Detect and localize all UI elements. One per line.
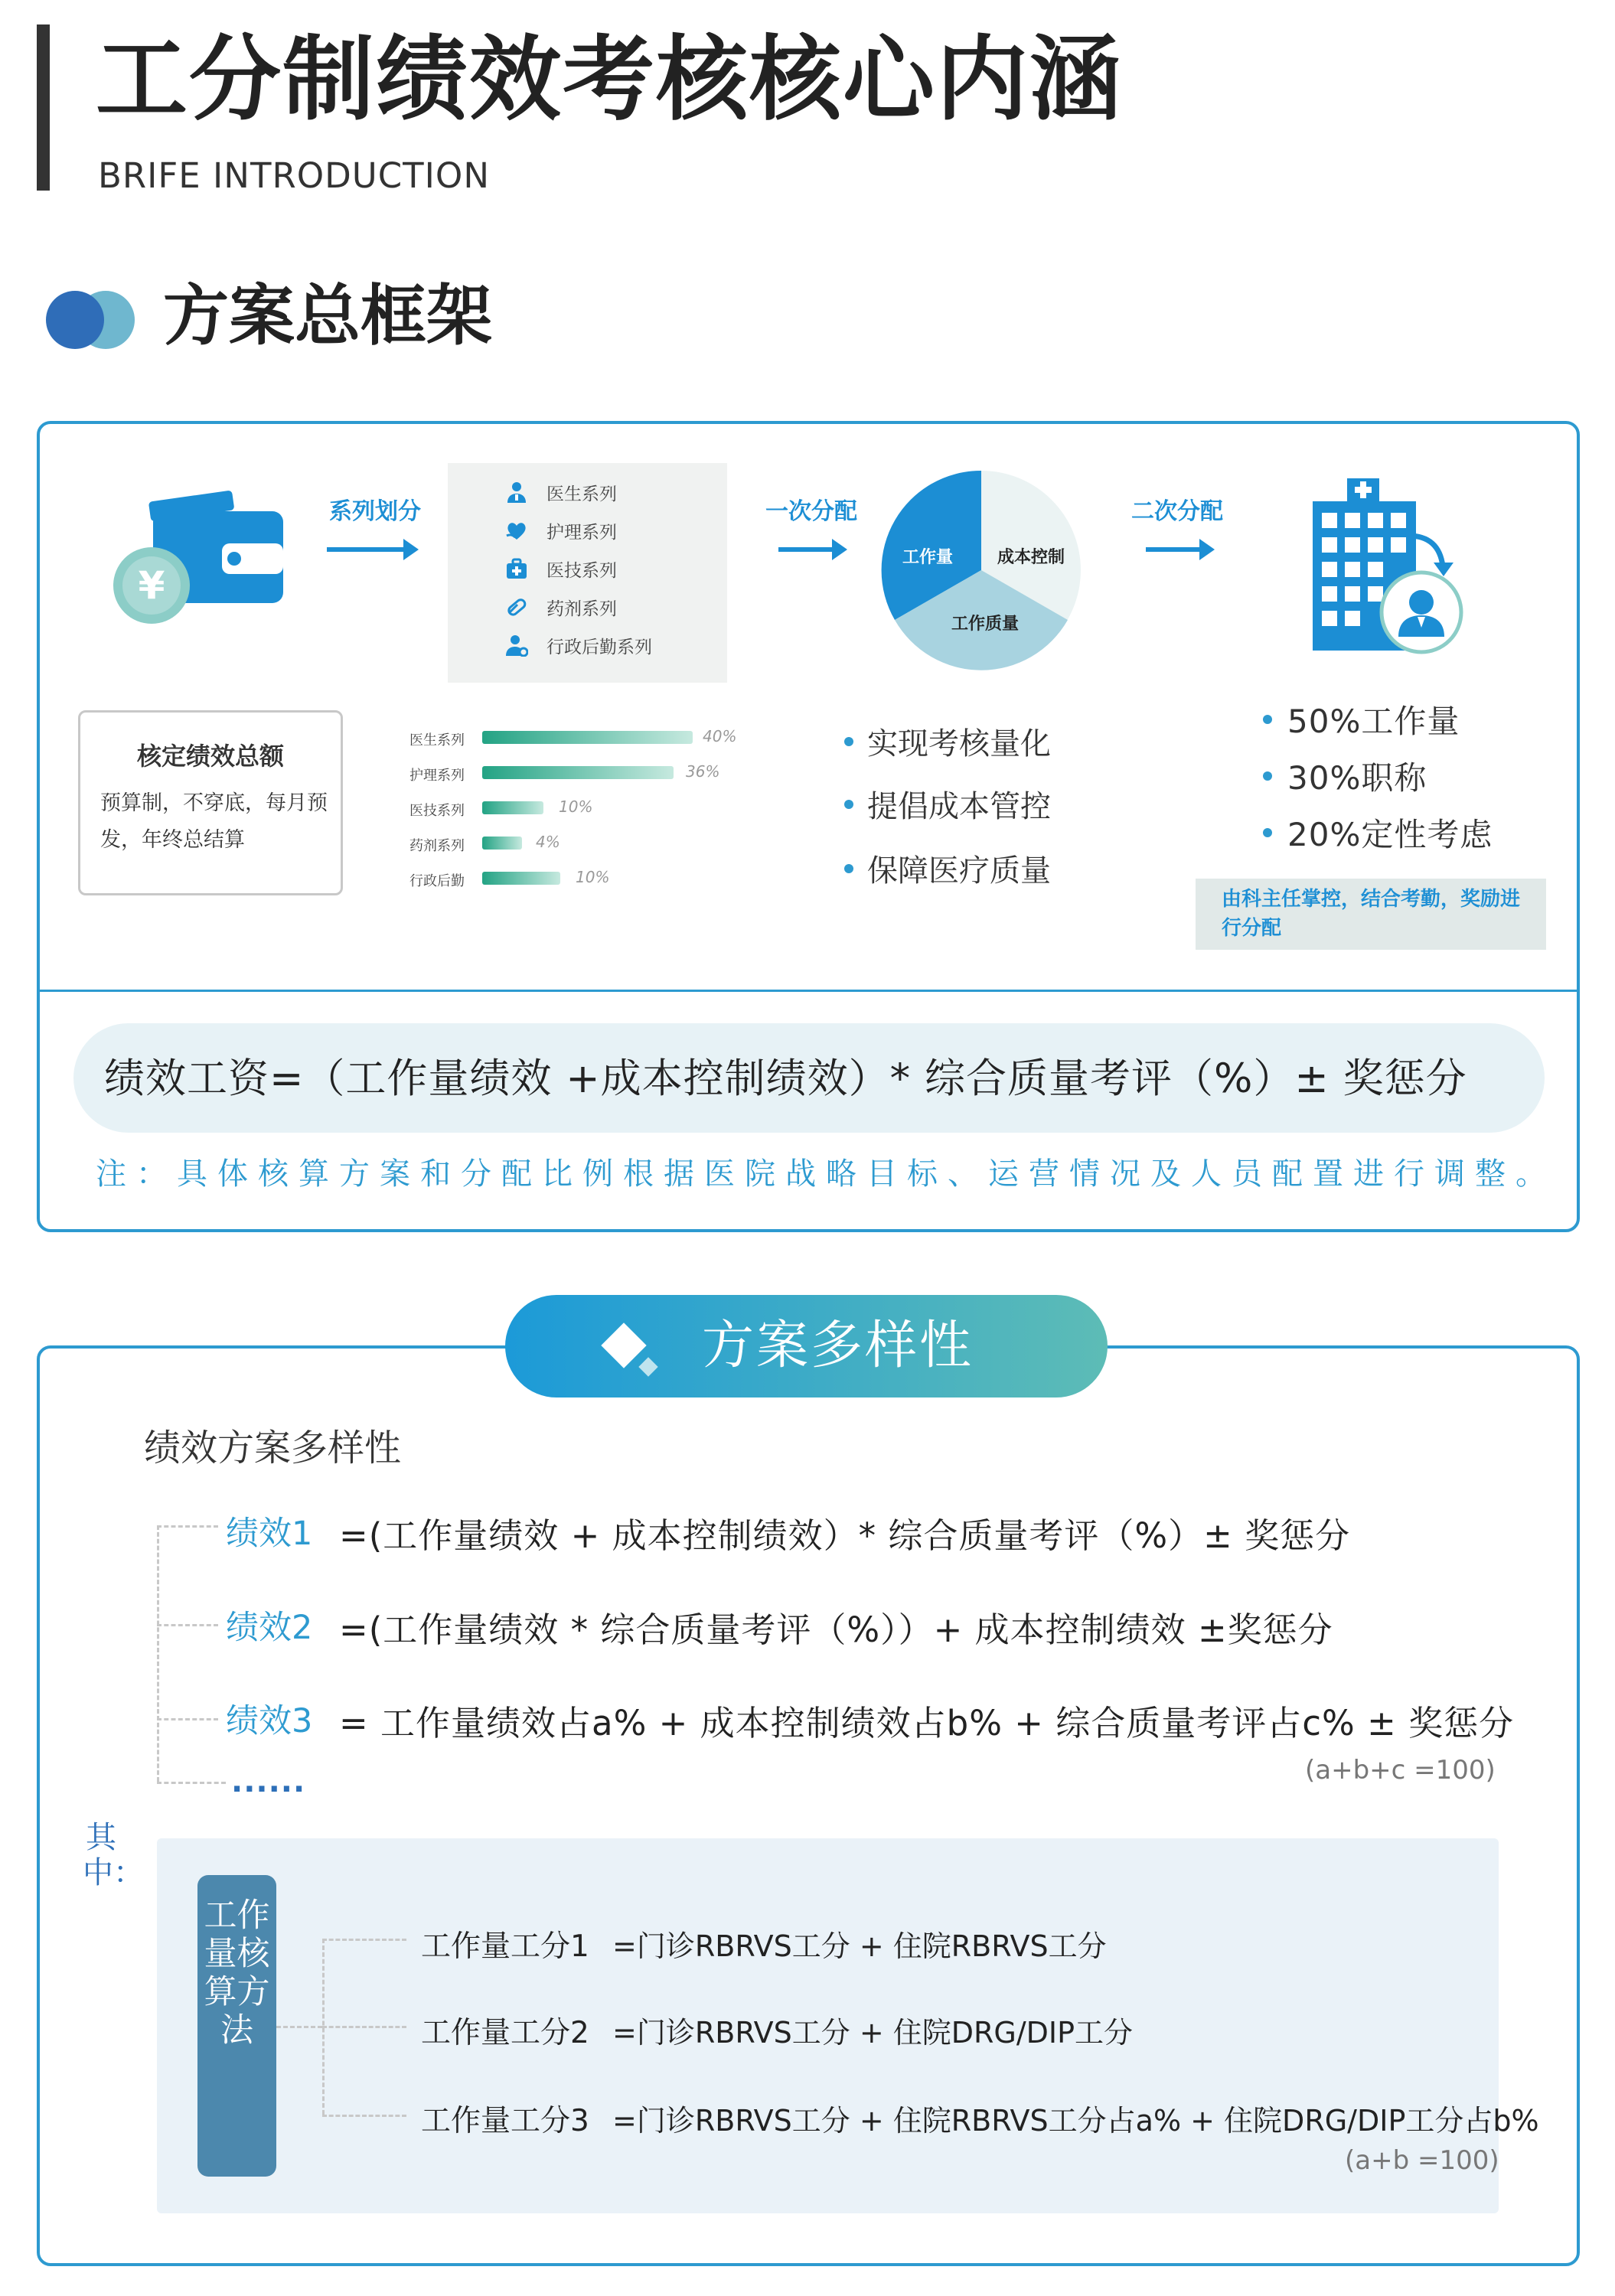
series-label: 药剂系列 — [546, 598, 617, 619]
series-item-doctor — [505, 477, 617, 507]
admin-staff-icon — [505, 634, 528, 657]
step-first-allocation-label: 一次分配 — [765, 498, 857, 525]
pie-label-workload: 工作量 — [902, 548, 954, 567]
bar-value: 4% — [536, 833, 560, 851]
step-series-division-label: 系列划分 — [329, 498, 421, 525]
bar-label: 医技系列 — [409, 803, 465, 819]
perf-option-key: 绩效2 — [226, 1609, 313, 1647]
pie-label-quality: 工作质量 — [951, 615, 1020, 634]
tree-connector — [157, 1718, 218, 1720]
tree-connector — [322, 1939, 406, 1941]
workload-methods-note: (a+b =100) — [1345, 2145, 1499, 2176]
goal-label: 提倡成本管控 — [867, 789, 1051, 824]
bar — [482, 766, 674, 779]
section-title-framework: 方案总框架 — [163, 278, 492, 354]
salary-formula-pill — [73, 1023, 1545, 1133]
tree-connector — [157, 1624, 218, 1626]
perf-option-formula: = 工作量绩效占a% + 成本控制绩效占b% + 综合质量考评占c% ± 奖惩分 — [339, 1703, 1515, 1743]
tree-connector — [322, 2115, 406, 2117]
perf-option-key: 绩效3 — [226, 1702, 313, 1740]
total-budget-title: 核定绩效总额 — [136, 742, 284, 771]
workload-method-label: 工作量核算方法 — [204, 1896, 270, 2050]
tree-connector — [322, 2026, 406, 2028]
series-label: 护理系列 — [546, 522, 617, 543]
goal-item — [844, 846, 1051, 890]
workload-method-label-pill — [197, 1875, 276, 2177]
bar-value: 36% — [686, 762, 720, 781]
arrow-right-icon — [1146, 547, 1207, 552]
medical-kit-icon — [505, 557, 528, 580]
diversity-subtitle: 绩效方案多样性 — [144, 1427, 402, 1469]
more-options-ellipsis: ...... — [231, 1764, 306, 1799]
pill-icon — [505, 595, 528, 618]
bar-label: 药剂系列 — [409, 838, 465, 854]
step-second-allocation-label: 二次分配 — [1131, 498, 1223, 525]
arrow-right-icon — [327, 547, 411, 552]
bar-label: 护理系列 — [409, 768, 465, 784]
bar-label: 医生系列 — [409, 732, 465, 748]
workload-method-key: 工作量工分2 — [421, 2016, 589, 2050]
allocation-pie-chart — [878, 467, 1085, 673]
section-dots-icon — [43, 289, 139, 351]
total-budget-box — [78, 710, 343, 895]
salary-formula: 绩效工资=（工作量绩效 +成本控制绩效）* 综合质量考评（%）± 奖惩分 — [104, 1055, 1467, 1102]
where-label: 其中： — [83, 1820, 144, 1890]
series-label: 医生系列 — [546, 484, 617, 504]
bar-value: 10% — [576, 868, 610, 886]
goal-item — [844, 782, 1051, 826]
workload-method-key: 工作量工分1 — [421, 1929, 589, 1964]
goal-label: 实现考核量化 — [867, 726, 1051, 762]
bar-label: 行政后勤 — [409, 873, 465, 889]
workload-method-key: 工作量工分3 — [421, 2104, 589, 2138]
ratio-item — [1263, 696, 1460, 742]
perf-option-formula: =(工作量绩效 * 综合质量考评（%））+ 成本控制绩效 ±奖惩分 — [339, 1609, 1333, 1650]
series-label: 医技系列 — [546, 560, 617, 581]
tree-connector — [157, 1525, 218, 1528]
bar-value: 10% — [559, 797, 593, 816]
ratio-label: 20%定性考虑 — [1287, 816, 1493, 853]
total-budget-body: 预算制，不穿底，每月预发，年终总结算 — [100, 791, 328, 852]
series-item-admin — [505, 630, 652, 660]
ratio-note: 由科主任掌控，结合考勤，奖励进行分配 — [1222, 888, 1521, 940]
bar — [482, 872, 560, 885]
hospital-building-icon — [1301, 475, 1470, 658]
tree-connector — [157, 1525, 159, 1782]
series-item-medtech — [505, 553, 617, 584]
header-accent-bar — [37, 24, 50, 191]
workload-method-formula: =门诊RBRVS工分 + 住院RBRVS工分 — [612, 1929, 1107, 1963]
workload-method-formula: =门诊RBRVS工分 + 住院DRG/DIP工分 — [612, 2016, 1134, 2050]
diversity-title-pill — [505, 1295, 1108, 1397]
perf-options-note: (a+b+c =100) — [1305, 1755, 1496, 1786]
pie-label-cost: 成本控制 — [997, 548, 1065, 567]
series-label: 行政后勤系列 — [546, 637, 652, 657]
tree-connector — [276, 2026, 322, 2028]
series-item-pharmacy — [505, 592, 617, 622]
adjustment-note: 注：具体核算方案和分配比例根据医院战略目标、运营情况及人员配置进行调整。 — [96, 1156, 1556, 1192]
framework-divider — [37, 990, 1580, 992]
ratio-label: 30%职称 — [1287, 759, 1427, 797]
ratio-item — [1263, 810, 1493, 856]
nurse-care-icon — [505, 519, 528, 542]
bar — [482, 837, 522, 850]
ratio-label: 50%工作量 — [1287, 703, 1460, 740]
page-title: 工分制绩效考核核心内涵 — [96, 27, 1123, 133]
wallet-icon — [107, 490, 291, 624]
perf-option-key: 绩效1 — [226, 1515, 313, 1553]
workload-method-formula: =门诊RBRVS工分 + 住院RBRVS工分占a% + 住院DRG/DIP工分占b% — [612, 2104, 1539, 2138]
ratio-item — [1263, 753, 1427, 799]
doctor-icon — [505, 481, 528, 504]
series-list-panel — [448, 463, 727, 683]
bar — [482, 801, 543, 814]
series-item-nursing — [505, 515, 617, 546]
svg-text:¥: ¥ — [138, 563, 165, 608]
diamond-icon — [597, 1322, 666, 1379]
goal-label: 保障医疗质量 — [867, 853, 1051, 889]
ratio-note-box — [1196, 879, 1546, 950]
bar — [482, 731, 693, 744]
tree-connector — [157, 1782, 226, 1784]
bar-value: 40% — [703, 727, 737, 745]
perf-option-formula: =(工作量绩效 + 成本控制绩效）* 综合质量考评（%）± 奖惩分 — [339, 1515, 1351, 1556]
page-subtitle: BRIFE INTRODUCTION — [98, 155, 490, 196]
arrow-right-icon — [778, 547, 840, 552]
section-title-diversity: 方案多样性 — [702, 1316, 974, 1376]
goal-item — [844, 719, 1051, 763]
